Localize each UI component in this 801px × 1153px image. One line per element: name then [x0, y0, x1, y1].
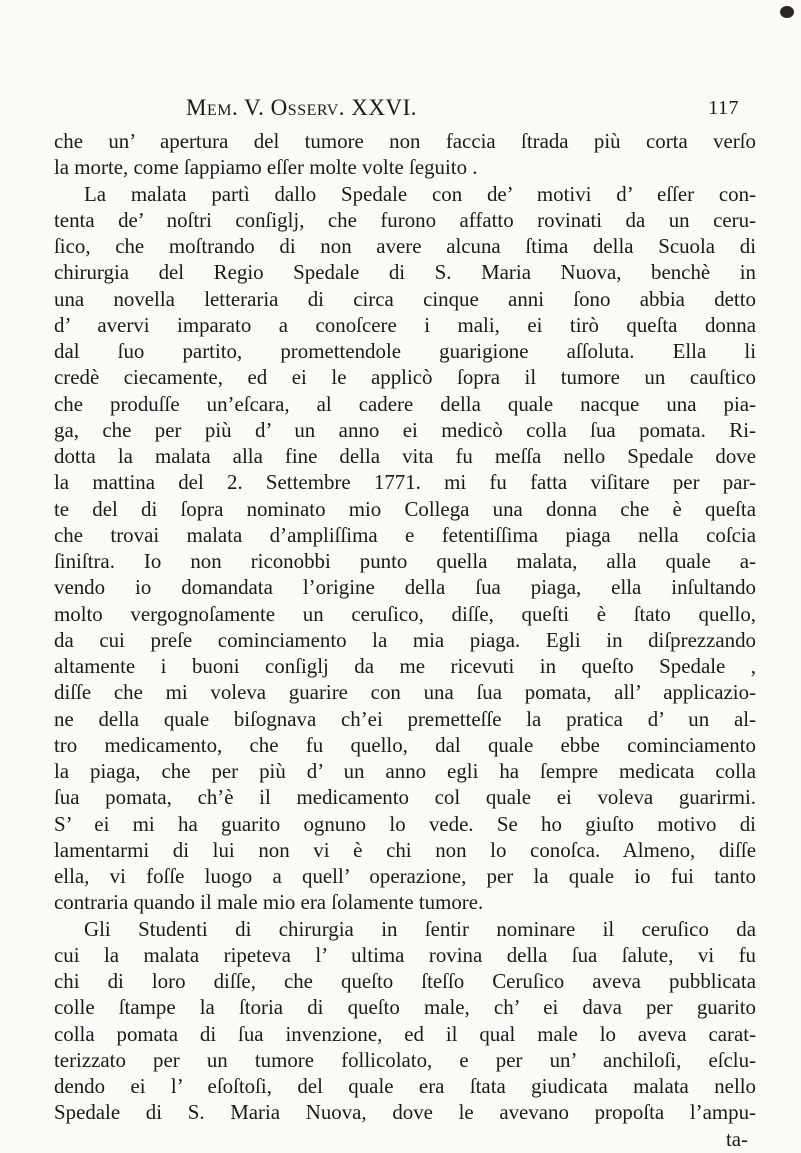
text-line: tro medicamento, che fu quello, dal quale ebbe cominciamento — [54, 732, 756, 757]
text-line: chirurgia del Regio Spedale di S. Maria Nuova, benchè in — [54, 260, 756, 285]
text-line: dal ſuo partito, promettendole guarigione aſſoluta. Ella li — [54, 339, 756, 363]
text-line: lamentarmi di lui non vi è chi non lo conoſca. Almeno, diſſe — [54, 837, 756, 862]
text-line: che trovai malata d’ampliſſima e fetentiſſima piaga nella coſcia — [54, 522, 756, 547]
text-line: altamente i buoni conſiglj da me ricevuti in queſto Spedale , — [54, 654, 756, 678]
text-line: cui la malata ripeteva l’ ultima rovina della ſua ſalute, vi fu — [54, 942, 756, 967]
text-line: colla pomata di ſua invenzione, ed il qual male lo aveva carat- — [54, 1021, 756, 1046]
text-line: ga, che per più d’ un anno ei medicò colla ſua pomata. Ri- — [54, 417, 756, 442]
text-line: ſua pomata, ch’è il medicamento col quale ei voleva guarirmi. — [54, 785, 756, 810]
text-line: Spedale di S. Maria Nuova, dove le avevano propoſta l’ampu- — [54, 1100, 756, 1125]
text-line: molto vergognoſamente un ceruſico, diſſe, queſti è ſtato quello, — [54, 601, 756, 626]
ink-speck — [780, 6, 794, 18]
running-title: Mem. V. Osserv. XXVI. — [186, 95, 418, 120]
text-line: ella, vi foſſe luogo a quell’ operazione, per la quale io fui tanto — [54, 864, 756, 888]
text-line: terizzato per un tumore follicolato, e per un’ anchiloſi, eſclu- — [54, 1047, 756, 1072]
text-line: colle ſtampe la ſtoria di queſto male, ch’ ei dava per guarito — [54, 995, 756, 1020]
text-line: dotta la malata alla fine della vita fu meſſa nello Spedale dove — [54, 444, 756, 468]
text-line: ne della quale biſognava ch’ei premetteſſe la pratica d’ un al- — [54, 706, 756, 731]
text-line: vendo io domandata l’origine della ſua piaga, ella inſultando — [54, 575, 756, 600]
text-line: una novella letteraria di circa cinque anni ſono abbia detto — [54, 286, 756, 311]
body-text — [54, 128, 756, 1152]
paragraph-first-line: La malata partì dallo Spedale con de’ motivi d’ eſſer con- — [84, 181, 756, 206]
text-line: la mattina del 2. Settembre 1771. mi fu fatta viſitare per par- — [54, 470, 756, 495]
text-line: credè ciecamente, ed ei le applicò ſopra il tumore un cauſtico — [54, 365, 756, 390]
paragraph-first-line: Gli Studenti di chirurgia in ſentir nominare il ceruſico da — [84, 916, 756, 941]
text-line: tenta de’ noſtri conſiglj, che furono affatto rovinati da un ceru- — [54, 207, 756, 232]
text-line: ſiniſtra. Io non riconobbi punto quella malata, alla quale a- — [54, 549, 756, 573]
text-line: dendo ei l’ eſoſtoſi, del quale era ſtata giudicata malata nello — [54, 1074, 756, 1098]
text-line: la piaga, che per più d’ un anno egli ha ſempre medicata colla — [54, 759, 756, 783]
text-line: d’ avervi imparato a conoſcere i mali, ei tirò queſta donna — [54, 312, 756, 337]
text-line: te del di ſopra nominato mio Collega una donna che è queſta — [54, 496, 756, 521]
text-line: contraria quando il male mio era ſolamente tumore. — [54, 890, 484, 915]
page-header — [186, 95, 739, 123]
text-line: da cui preſe cominciamento la mia piaga. Egli in diſprezzando — [54, 627, 756, 652]
text-line: che un’ apertura del tumore non faccia ſtrada più corta verſo — [54, 129, 756, 153]
text-line: che produſſe un’eſcara, al cadere della quale nacque una pia- — [54, 391, 756, 416]
catchword: ta- — [725, 1126, 748, 1151]
text-line: ſico, che moſtrando di non avere alcuna ſtima della Scuola di — [54, 234, 756, 258]
text-line: diſſe che mi voleva guarire con una ſua pomata, all’ applicazio- — [54, 680, 756, 705]
text-line: la morte, come ſappiamo eſſer molte volte ſeguito . — [54, 155, 478, 180]
text-line: S’ ei mi ha guarito ognuno lo vede. Se ho giuſto motivo di — [54, 811, 756, 836]
page-number: 117 — [708, 97, 739, 119]
text-line: chi di loro diſſe, che queſto ſteſſo Ceruſico aveva pubblicata — [54, 969, 756, 993]
